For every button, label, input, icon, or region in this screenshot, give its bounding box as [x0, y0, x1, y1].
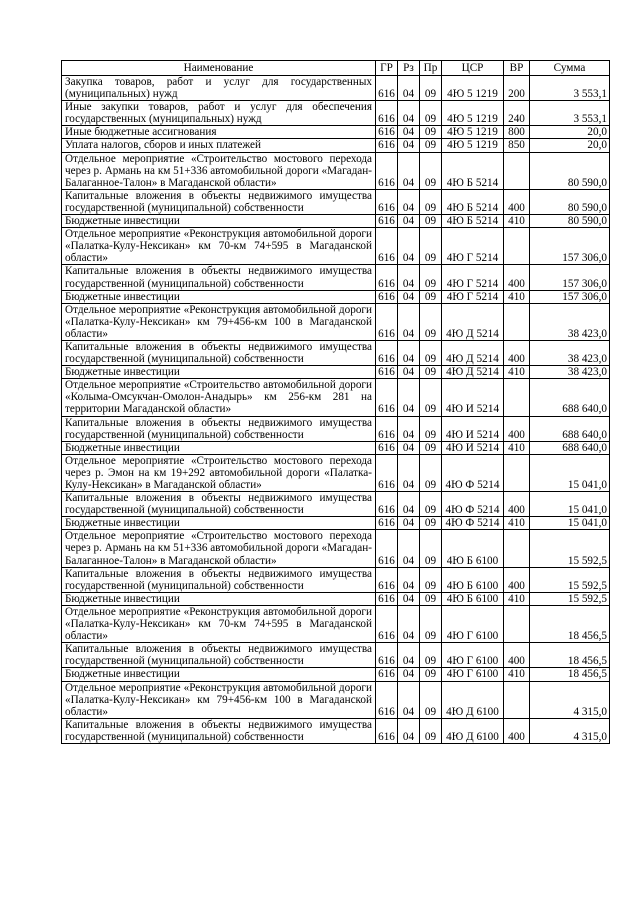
cell-gr: 616 [376, 303, 398, 340]
cell-sum: 80 590,0 [530, 189, 610, 214]
cell-csr: 4Ю Г 6100 [442, 668, 504, 681]
cell-pr: 09 [420, 265, 442, 290]
cell-gr: 616 [376, 152, 398, 189]
cell-vr: 240 [504, 101, 530, 126]
cell-vr [504, 605, 530, 642]
cell-pr: 09 [420, 643, 442, 668]
table-row [62, 303, 610, 340]
cell-csr: 4Ю И 5214 [442, 441, 504, 454]
cell-sum: 4 315,0 [530, 681, 610, 718]
header-csr: ЦСР [442, 61, 504, 76]
cell-sum: 688 640,0 [530, 416, 610, 441]
cell-gr: 616 [376, 340, 398, 365]
cell-csr: 4Ю Б 5214 [442, 215, 504, 228]
table-row [62, 189, 610, 214]
cell-vr: 400 [504, 718, 530, 743]
cell-name: Иные бюджетные ассигнования [62, 126, 376, 139]
table-row [62, 592, 610, 605]
cell-sum: 38 423,0 [530, 340, 610, 365]
cell-rz: 04 [398, 303, 420, 340]
cell-csr: 4Ю Б 6100 [442, 567, 504, 592]
cell-sum: 688 640,0 [530, 441, 610, 454]
cell-vr: 410 [504, 668, 530, 681]
cell-csr: 4Ю Б 5214 [442, 189, 504, 214]
cell-sum: 4 315,0 [530, 718, 610, 743]
cell-vr [504, 681, 530, 718]
cell-pr: 09 [420, 189, 442, 214]
cell-name: Бюджетные инвестиции [62, 290, 376, 303]
cell-pr: 09 [420, 290, 442, 303]
table-row [62, 441, 610, 454]
cell-rz: 04 [398, 416, 420, 441]
cell-vr [504, 152, 530, 189]
cell-vr: 410 [504, 366, 530, 379]
cell-sum: 15 041,0 [530, 517, 610, 530]
table-row [62, 340, 610, 365]
table-header-row [62, 61, 610, 76]
cell-name: Бюджетные инвестиции [62, 668, 376, 681]
table-row [62, 152, 610, 189]
cell-name: Капитальные вложения в объекты недвижимого имущества государственной (муниципальной) собственности [62, 416, 376, 441]
cell-name: Отдельное мероприятие «Реконструкция автомобильной дороги «Палатка-Кулу-Нексикан» км 70-км 74+595 в Магаданской области» [62, 605, 376, 642]
cell-vr: 410 [504, 215, 530, 228]
cell-pr: 09 [420, 416, 442, 441]
cell-vr: 400 [504, 416, 530, 441]
table-row [62, 605, 610, 642]
cell-sum: 15 592,5 [530, 530, 610, 567]
cell-rz: 04 [398, 592, 420, 605]
cell-csr: 4Ю 5 1219 [442, 76, 504, 101]
cell-name: Капитальные вложения в объекты недвижимого имущества государственной (муниципальной) собственности [62, 265, 376, 290]
cell-pr: 09 [420, 76, 442, 101]
cell-rz: 04 [398, 215, 420, 228]
cell-sum: 157 306,0 [530, 290, 610, 303]
table-row [62, 101, 610, 126]
cell-rz: 04 [398, 492, 420, 517]
cell-gr: 616 [376, 530, 398, 567]
cell-sum: 15 592,5 [530, 592, 610, 605]
cell-gr: 616 [376, 265, 398, 290]
cell-vr: 800 [504, 126, 530, 139]
header-sum: Сумма [530, 61, 610, 76]
cell-name: Отдельное мероприятие «Реконструкция автомобильной дороги «Палатка-Кулу-Нексикан» км 70-км 74+595 в Магаданской области» [62, 228, 376, 265]
cell-pr: 09 [420, 340, 442, 365]
cell-csr: 4Ю Д 6100 [442, 718, 504, 743]
cell-csr: 4Ю Б 6100 [442, 592, 504, 605]
cell-sum: 18 456,5 [530, 668, 610, 681]
cell-pr: 09 [420, 567, 442, 592]
cell-name: Бюджетные инвестиции [62, 215, 376, 228]
cell-vr: 400 [504, 265, 530, 290]
table-row [62, 366, 610, 379]
cell-name: Капитальные вложения в объекты недвижимого имущества государственной (муниципальной) собственности [62, 718, 376, 743]
cell-name: Бюджетные инвестиции [62, 517, 376, 530]
budget-table [61, 60, 610, 744]
cell-vr [504, 228, 530, 265]
cell-csr: 4Ю Г 5214 [442, 265, 504, 290]
cell-csr: 4Ю Д 5214 [442, 340, 504, 365]
cell-csr: 4Ю Б 6100 [442, 530, 504, 567]
cell-name: Бюджетные инвестиции [62, 592, 376, 605]
cell-sum: 3 553,1 [530, 76, 610, 101]
cell-rz: 04 [398, 366, 420, 379]
table-row [62, 668, 610, 681]
cell-name: Отдельное мероприятие «Строительство автомобильной дороги «Колыма-Омсукчан-Омолон-Анадырь» км 256-км 281 на территории Магаданской области» [62, 379, 376, 416]
cell-pr: 09 [420, 126, 442, 139]
cell-vr: 410 [504, 517, 530, 530]
header-name: Наименование [62, 61, 376, 76]
header-rz: Рз [398, 61, 420, 76]
cell-csr: 4Ю Г 6100 [442, 643, 504, 668]
table-row [62, 126, 610, 139]
cell-rz: 04 [398, 441, 420, 454]
table-row [62, 379, 610, 416]
cell-pr: 09 [420, 379, 442, 416]
cell-rz: 04 [398, 517, 420, 530]
cell-gr: 616 [376, 567, 398, 592]
cell-vr: 400 [504, 189, 530, 214]
cell-csr: 4Ю Д 5214 [442, 366, 504, 379]
cell-pr: 09 [420, 366, 442, 379]
cell-name: Капитальные вложения в объекты недвижимого имущества государственной (муниципальной) собственности [62, 189, 376, 214]
cell-vr [504, 454, 530, 491]
cell-pr: 09 [420, 215, 442, 228]
cell-csr: 4Ю 5 1219 [442, 139, 504, 152]
cell-rz: 04 [398, 454, 420, 491]
cell-name: Отдельное мероприятие «Реконструкция автомобильной дороги «Палатка-Кулу-Нексикан» км 79+456-км 100 в Магаданской области» [62, 681, 376, 718]
cell-pr: 09 [420, 228, 442, 265]
cell-gr: 616 [376, 605, 398, 642]
cell-rz: 04 [398, 76, 420, 101]
cell-csr: 4Ю И 5214 [442, 379, 504, 416]
cell-name: Капитальные вложения в объекты недвижимого имущества государственной (муниципальной) собственности [62, 340, 376, 365]
cell-vr: 400 [504, 492, 530, 517]
cell-gr: 616 [376, 681, 398, 718]
cell-csr: 4Ю 5 1219 [442, 126, 504, 139]
table-row [62, 643, 610, 668]
table-row [62, 492, 610, 517]
cell-gr: 616 [376, 718, 398, 743]
table-row [62, 718, 610, 743]
cell-vr: 400 [504, 567, 530, 592]
cell-pr: 09 [420, 517, 442, 530]
cell-vr: 200 [504, 76, 530, 101]
cell-csr: 4Ю Ф 5214 [442, 492, 504, 517]
cell-gr: 616 [376, 416, 398, 441]
cell-csr: 4Ю Ф 5214 [442, 517, 504, 530]
table-row [62, 139, 610, 152]
cell-vr [504, 303, 530, 340]
cell-gr: 616 [376, 215, 398, 228]
cell-vr: 410 [504, 592, 530, 605]
cell-gr: 616 [376, 379, 398, 416]
cell-sum: 80 590,0 [530, 215, 610, 228]
cell-gr: 616 [376, 139, 398, 152]
cell-gr: 616 [376, 366, 398, 379]
cell-sum: 3 553,1 [530, 101, 610, 126]
cell-gr: 616 [376, 76, 398, 101]
cell-rz: 04 [398, 228, 420, 265]
cell-sum: 688 640,0 [530, 379, 610, 416]
cell-sum: 15 041,0 [530, 454, 610, 491]
cell-vr: 410 [504, 290, 530, 303]
cell-pr: 09 [420, 441, 442, 454]
cell-gr: 616 [376, 492, 398, 517]
cell-rz: 04 [398, 567, 420, 592]
cell-gr: 616 [376, 441, 398, 454]
table-row [62, 228, 610, 265]
cell-gr: 616 [376, 189, 398, 214]
cell-csr: 4Ю Ф 5214 [442, 454, 504, 491]
cell-vr: 410 [504, 441, 530, 454]
cell-sum: 15 041,0 [530, 492, 610, 517]
cell-rz: 04 [398, 152, 420, 189]
table-row [62, 76, 610, 101]
cell-csr: 4Ю Г 6100 [442, 605, 504, 642]
header-gr: ГР [376, 61, 398, 76]
cell-gr: 616 [376, 517, 398, 530]
cell-pr: 09 [420, 668, 442, 681]
header-pr: Пр [420, 61, 442, 76]
cell-csr: 4Ю 5 1219 [442, 101, 504, 126]
cell-vr [504, 530, 530, 567]
cell-gr: 616 [376, 290, 398, 303]
cell-sum: 18 456,5 [530, 605, 610, 642]
cell-pr: 09 [420, 530, 442, 567]
cell-pr: 09 [420, 152, 442, 189]
cell-csr: 4Ю Б 5214 [442, 152, 504, 189]
cell-gr: 616 [376, 592, 398, 605]
cell-pr: 09 [420, 718, 442, 743]
cell-pr: 09 [420, 454, 442, 491]
table-row [62, 530, 610, 567]
header-vr: ВР [504, 61, 530, 76]
cell-csr: 4Ю Г 5214 [442, 228, 504, 265]
cell-vr: 400 [504, 340, 530, 365]
cell-name: Бюджетные инвестиции [62, 366, 376, 379]
cell-rz: 04 [398, 643, 420, 668]
cell-name: Закупка товаров, работ и услуг для государственных (муниципальных) нужд [62, 76, 376, 101]
cell-csr: 4Ю Д 6100 [442, 681, 504, 718]
cell-rz: 04 [398, 290, 420, 303]
table-row [62, 567, 610, 592]
cell-name: Капитальные вложения в объекты недвижимого имущества государственной (муниципальной) собственности [62, 567, 376, 592]
cell-vr: 400 [504, 643, 530, 668]
cell-gr: 616 [376, 228, 398, 265]
cell-csr: 4Ю Г 5214 [442, 290, 504, 303]
cell-rz: 04 [398, 681, 420, 718]
cell-rz: 04 [398, 265, 420, 290]
cell-name: Отдельное мероприятие «Реконструкция автомобильной дороги «Палатка-Кулу-Нексикан» км 79+456-км 100 в Магаданской области» [62, 303, 376, 340]
cell-rz: 04 [398, 340, 420, 365]
cell-name: Бюджетные инвестиции [62, 441, 376, 454]
cell-name: Иные закупки товаров, работ и услуг для обеспечения государственных (муниципальных) нужд [62, 101, 376, 126]
cell-gr: 616 [376, 126, 398, 139]
cell-vr [504, 379, 530, 416]
table-row [62, 265, 610, 290]
cell-rz: 04 [398, 605, 420, 642]
cell-pr: 09 [420, 605, 442, 642]
cell-name: Капитальные вложения в объекты недвижимого имущества государственной (муниципальной) собственности [62, 492, 376, 517]
cell-pr: 09 [420, 101, 442, 126]
cell-name: Капитальные вложения в объекты недвижимого имущества государственной (муниципальной) собственности [62, 643, 376, 668]
cell-rz: 04 [398, 379, 420, 416]
table-row [62, 517, 610, 530]
cell-gr: 616 [376, 101, 398, 126]
cell-rz: 04 [398, 530, 420, 567]
cell-sum: 38 423,0 [530, 303, 610, 340]
cell-pr: 09 [420, 303, 442, 340]
table-row [62, 681, 610, 718]
cell-sum: 20,0 [530, 126, 610, 139]
table-body [62, 76, 610, 744]
cell-name: Отдельное мероприятие «Строительство мостового перехода через р. Армань на км 51+336 автомобильной дороги «Магадан-Балаганное-Талон» в Магаданской области» [62, 152, 376, 189]
cell-pr: 09 [420, 492, 442, 517]
cell-sum: 18 456,5 [530, 643, 610, 668]
cell-rz: 04 [398, 126, 420, 139]
table-row [62, 416, 610, 441]
cell-name: Уплата налогов, сборов и иных платежей [62, 139, 376, 152]
cell-rz: 04 [398, 718, 420, 743]
cell-rz: 04 [398, 668, 420, 681]
cell-vr: 850 [504, 139, 530, 152]
cell-gr: 616 [376, 668, 398, 681]
cell-pr: 09 [420, 139, 442, 152]
cell-sum: 157 306,0 [530, 228, 610, 265]
cell-sum: 38 423,0 [530, 366, 610, 379]
cell-gr: 616 [376, 643, 398, 668]
cell-sum: 80 590,0 [530, 152, 610, 189]
cell-rz: 04 [398, 139, 420, 152]
table-row [62, 454, 610, 491]
cell-sum: 15 592,5 [530, 567, 610, 592]
cell-name: Отдельное мероприятие «Строительство мостового перехода через р. Армань на км 51+336 автомобильной дороги «Магадан-Балаганное-Талон» в Магаданской области» [62, 530, 376, 567]
cell-sum: 20,0 [530, 139, 610, 152]
cell-rz: 04 [398, 101, 420, 126]
cell-pr: 09 [420, 681, 442, 718]
cell-rz: 04 [398, 189, 420, 214]
cell-gr: 616 [376, 454, 398, 491]
cell-csr: 4Ю Д 5214 [442, 303, 504, 340]
cell-csr: 4Ю И 5214 [442, 416, 504, 441]
table-row [62, 290, 610, 303]
cell-pr: 09 [420, 592, 442, 605]
cell-name: Отдельное мероприятие «Строительство мостового перехода через р. Эмон на км 19+292 автомобильной дороги «Палатка-Кулу-Нексикан» в Магаданской области» [62, 454, 376, 491]
cell-sum: 157 306,0 [530, 265, 610, 290]
table-row [62, 215, 610, 228]
